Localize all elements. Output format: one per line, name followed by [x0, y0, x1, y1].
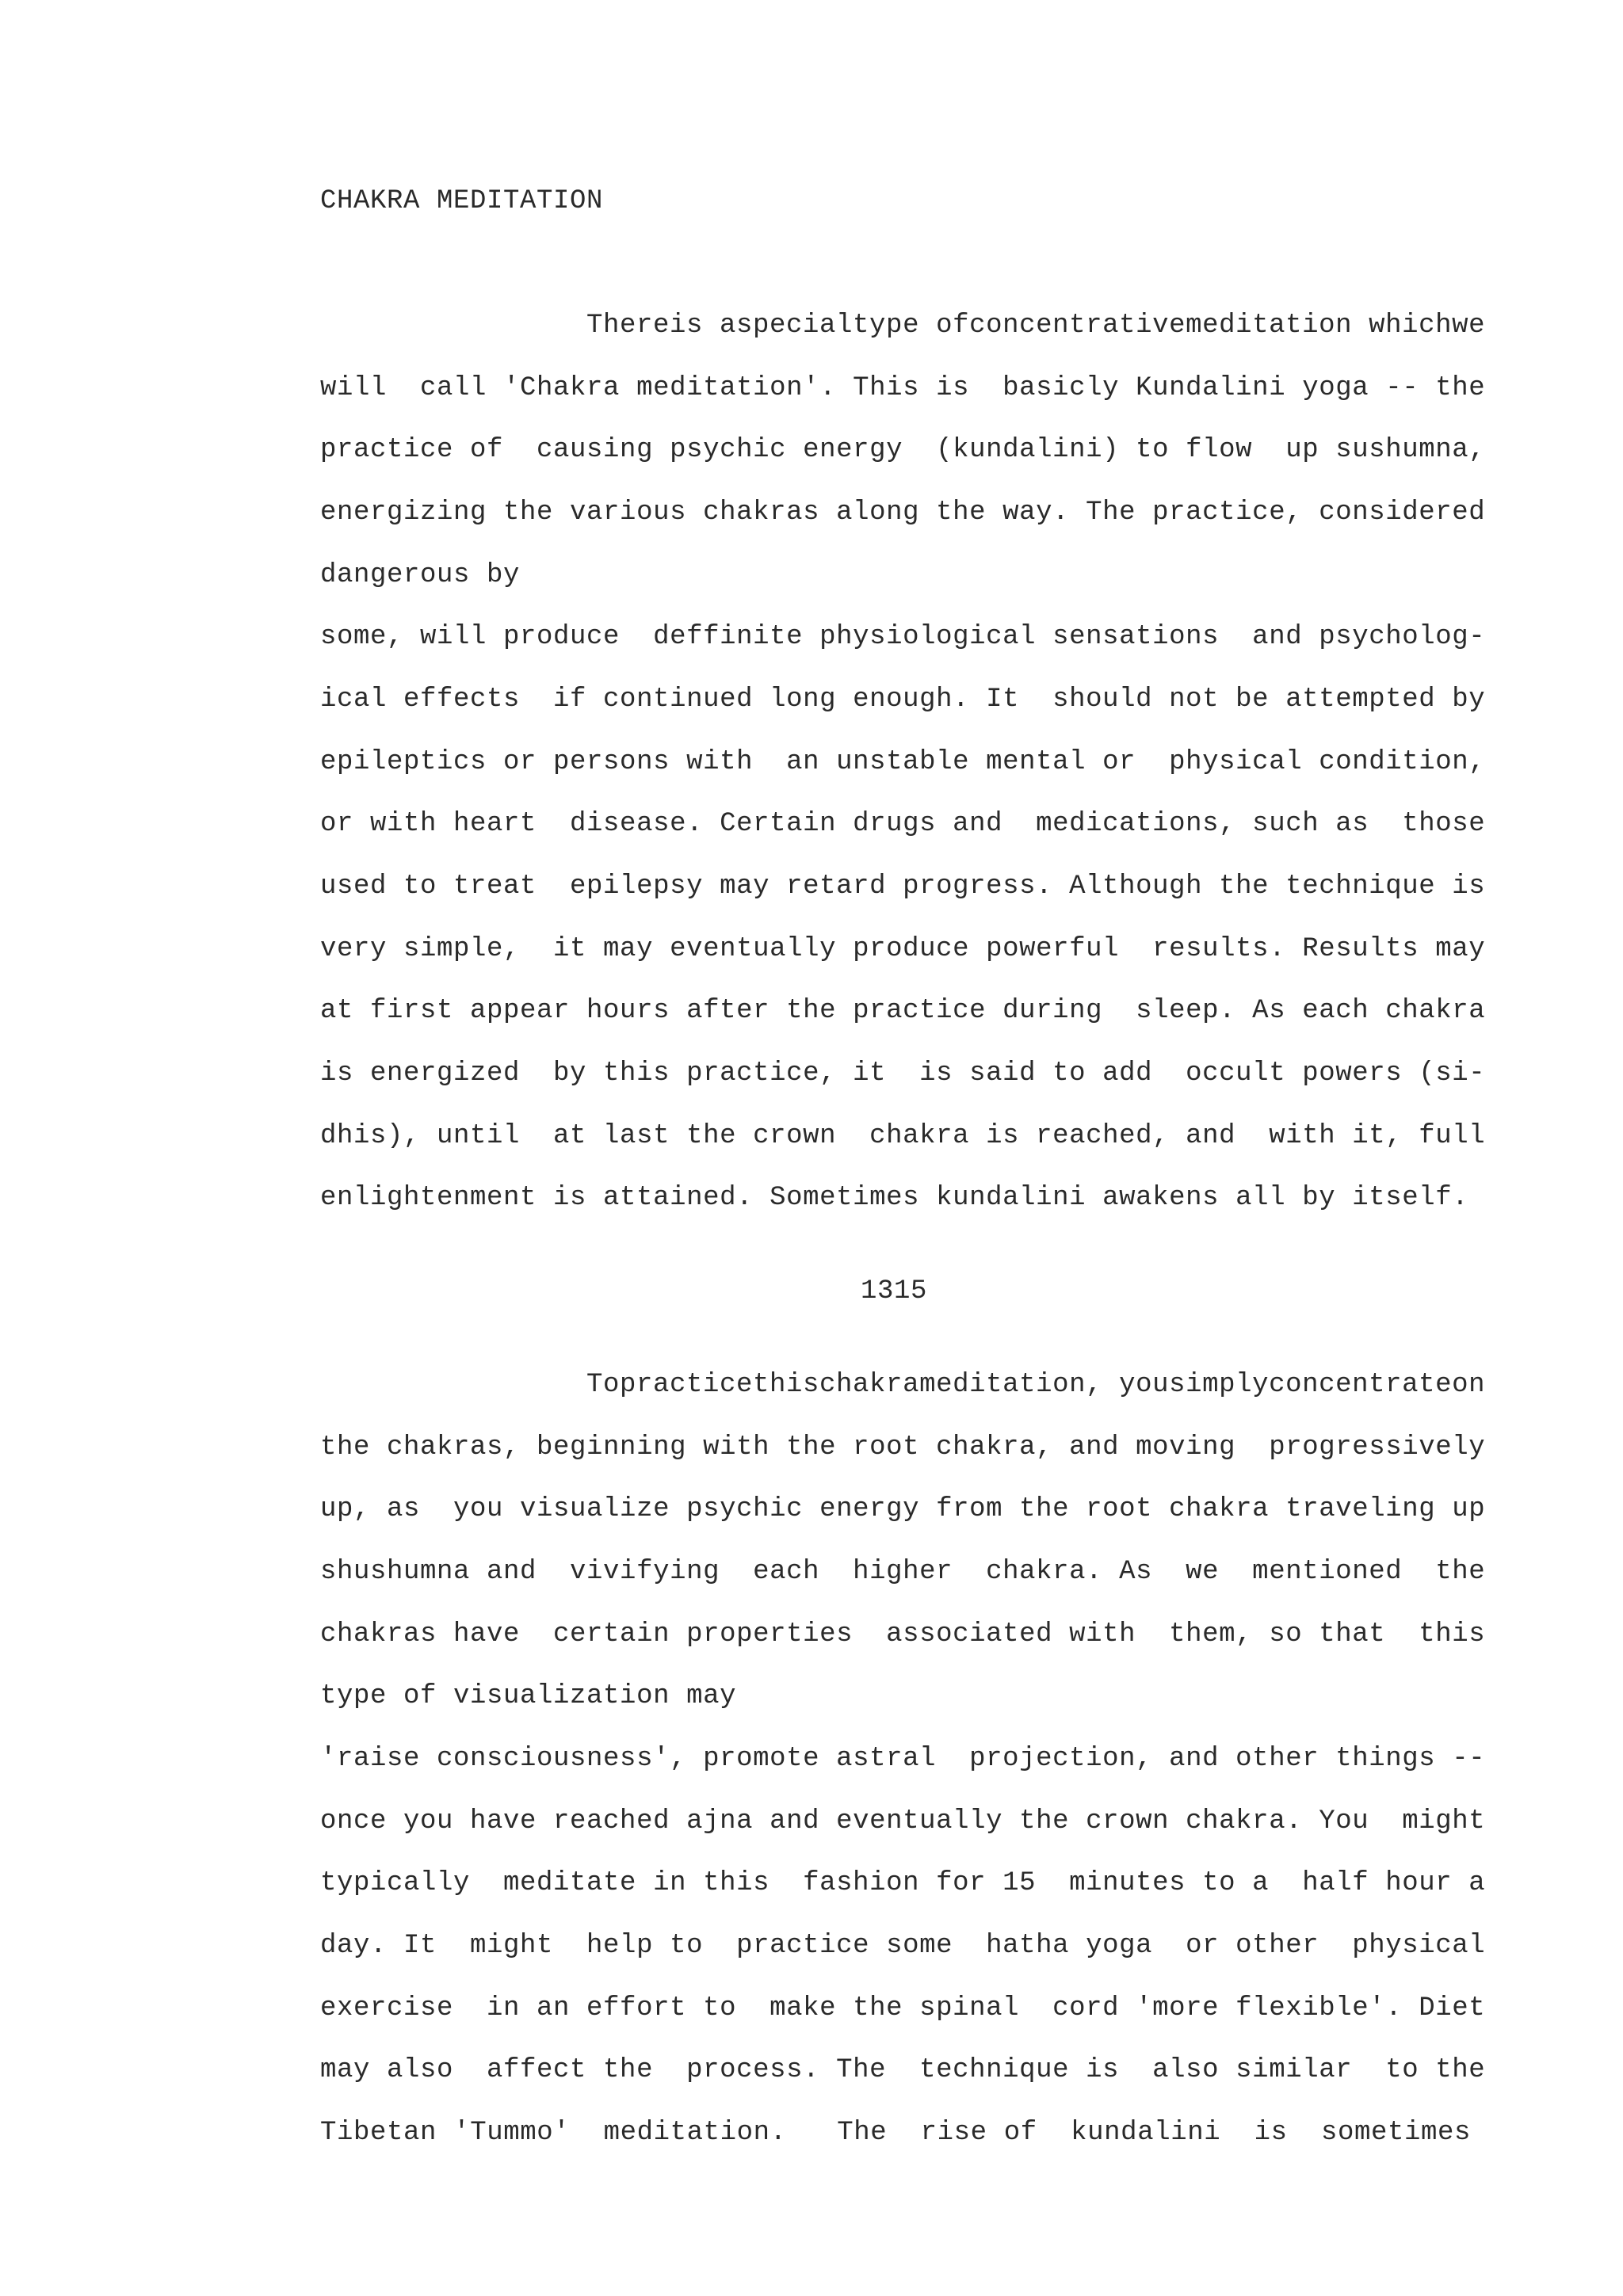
paragraph-2-line-6: type of visualization may — [320, 1681, 737, 1711]
paragraph-1-line-5: dangerous by — [320, 560, 521, 590]
paragraph-2-line-11: exercise in an effort to make the spinal cord 'more flexible'. Diet — [320, 1993, 1486, 2023]
paragraph-1-line-4: energizing the various chakras along the way. The practice, considered — [320, 498, 1486, 528]
paragraph-1-line-3: practice of causing psychic energy (kundalini) to flow up sushumna, — [320, 435, 1486, 465]
paragraph-2-line-5: chakras have certain properties associated with them, so that this — [320, 1619, 1486, 1650]
paragraph-1-line-6: some, will produce deffinite physiological sensations and psycholog- — [320, 622, 1486, 652]
paragraph-2-line-2: the chakras, beginning with the root chakra, and moving progressively — [320, 1432, 1486, 1463]
page-title: CHAKRA MEDITATION — [320, 186, 604, 216]
paragraph-1-line-15: enlightenment is attained. Sometimes kundalini awakens all by itself. — [320, 1183, 1469, 1213]
paragraph-2-line-12: may also affect the process. The technique is also similar to the — [320, 2055, 1486, 2085]
paragraph-2-line-10: day. It might help to practice some hatha yoga or other physical — [320, 1931, 1486, 1961]
paragraph-1-line-14: dhis), until at last the crown chakra is reached, and with it, full — [320, 1121, 1486, 1151]
paragraph-2-line-8: once you have reached ajna and eventually the crown chakra. You might — [320, 1806, 1486, 1836]
paragraph-1-line-9: or with heart disease. Certain drugs and medications, such as those — [320, 809, 1486, 839]
paragraph-1-line-2: will call 'Chakra meditation'. This is basicly Kundalini yoga -- the — [320, 373, 1486, 403]
paragraph-1-line-8: epileptics or persons with an unstable mental or physical condition, — [320, 747, 1486, 777]
page-number: 1315 — [860, 1276, 927, 1306]
paragraph-2-line-7: 'raise consciousness', promote astral projection, and other things -- — [320, 1744, 1486, 1774]
paragraph-1-line-7: ical effects if continued long enough. It should not be attempted by — [320, 685, 1486, 715]
paragraph-2-line-9: typically meditate in this fashion for 15 minutes to a half hour a — [320, 1868, 1486, 1898]
paragraph-1-line-10: used to treat epilepsy may retard progress. Although the technique is — [320, 871, 1486, 902]
paragraph-1-line-11: very simple, it may eventually produce powerful results. Results may — [320, 934, 1486, 964]
paragraph-1-line-13: is energized by this practice, it is said to add occult powers (si- — [320, 1058, 1486, 1089]
paragraph-2-line-1: Topracticethischakrameditation, yousimplyconcentrateon — [586, 1370, 1486, 1400]
paragraph-2-line-13: Tibetan 'Tummo' meditation. The rise of kundalini is sometimes — [320, 2118, 1471, 2148]
paragraph-1-line-12: at first appear hours after the practice during sleep. As each chakra — [320, 996, 1486, 1026]
paragraph-2-line-4: shushumna and vivifying each higher chakra. As we mentioned the — [320, 1557, 1486, 1587]
paragraph-1-line-1: Thereis aspecialtype ofconcentrativemeditation whichwe — [586, 311, 1486, 341]
paragraph-2-line-3: up, as you visualize psychic energy from the root chakra traveling up — [320, 1494, 1486, 1524]
